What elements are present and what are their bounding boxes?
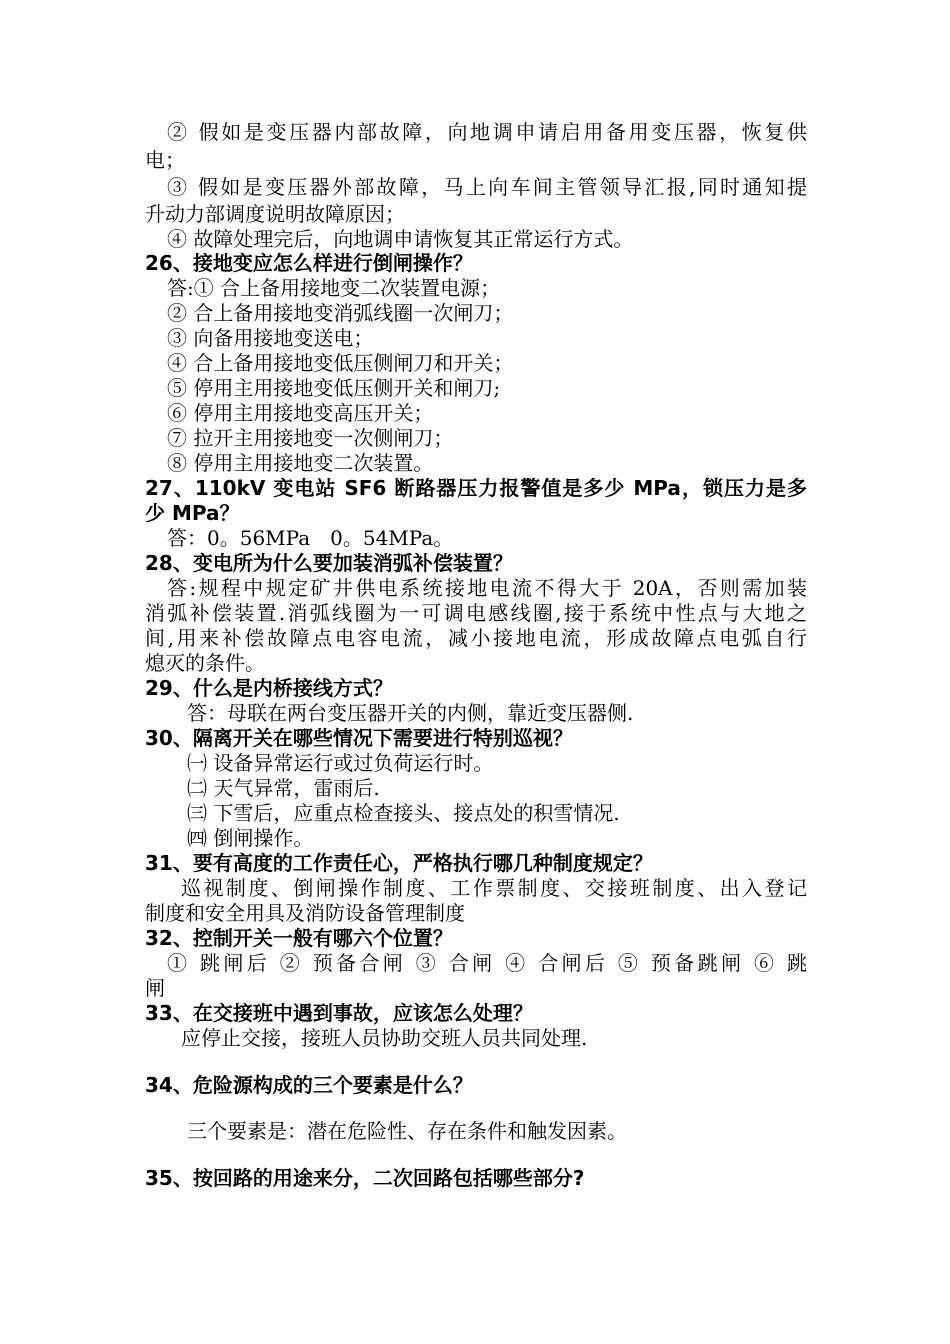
answer-line: ⑥ 停用主用接地变高压开关；	[167, 401, 434, 425]
answer-line: 答：0。56MPa 0。54MPa。	[167, 526, 454, 550]
question-heading: 32、控制开关一般有哪六个位置？	[145, 926, 453, 950]
answer-line: 答:① 合上备用接地变二次装置电源；	[167, 276, 501, 300]
list-item: ㈢ 下雪后，应重点检查接头、接点处的积雪情况.	[187, 801, 620, 825]
question-heading: 26、接地变应怎么样进行倒闸操作？	[145, 251, 473, 275]
question-heading: 34、危险源构成的三个要素是什么？	[145, 1073, 473, 1097]
answer-line: ④ 合上备用接地变低压侧闸刀和开关；	[167, 351, 514, 375]
list-item: ㈡ 天气异常，雷雨后.	[187, 776, 380, 800]
answer-line: 间,用来补偿故障点电容电流，减小接地电流，形成故障点电弧自行	[145, 626, 807, 650]
answer-line: 应停止交接，接班人员协助交班人员共同处理.	[181, 1026, 588, 1050]
question-heading: 28、变电所为什么要加装消弧补偿装置？	[145, 551, 513, 575]
answer-line: 答:规程中规定矿井供电系统接地电流不得大于 20A，否则需加装	[167, 576, 807, 600]
answer-line: ④ 故障处理完后，向地调申请恢复其正常运行方式。	[167, 227, 634, 251]
answer-line: 制度和安全用具及消防设备管理制度	[145, 901, 465, 925]
answer-line: 巡视制度、倒闸操作制度、工作票制度、交接班制度、出入登记	[181, 876, 807, 900]
question-heading: 少 MPa？	[145, 501, 240, 525]
question-heading: 27、110kV 变电站 SF6 断路器压力报警值是多少 MPa，锁压力是多	[145, 476, 807, 500]
answer-line: 消弧补偿装置.消弧线圈为一可调电感线圈,接于系统中性点与大地之	[145, 601, 807, 625]
list-item: ㈣ 倒闸操作。	[187, 826, 314, 850]
question-heading: 30、隔离开关在哪些情况下需要进行特别巡视？	[145, 726, 573, 750]
answer-line: 答：母联在两台变压器开关的内侧，靠近变压器侧.	[187, 701, 634, 725]
answer-line: 闸	[145, 976, 165, 1000]
answer-line: ⑤ 停用主用接地变低压侧开关和闸刀;	[167, 376, 501, 400]
answer-line: ③ 假如是变压器外部故障，马上向车间主管领导汇报,同时通知提	[167, 175, 807, 199]
answer-line: ⑧ 停用主用接地变二次装置。	[167, 451, 434, 475]
question-heading: 29、什么是内桥接线方式？	[145, 676, 393, 700]
answer-line: ① 跳闸后 ② 预备合闸 ③ 合闸 ④ 合闸后 ⑤ 预备跳闸 ⑥ 跳	[167, 951, 807, 975]
question-heading: 35、按回路的用途来分，二次回路包括哪些部分?	[145, 1166, 585, 1190]
question-heading: 31、要有高度的工作责任心，严格执行哪几种制度规定？	[145, 851, 653, 875]
answer-line: ⑦ 拉开主用接地变一次侧闸刀；	[167, 426, 454, 450]
answer-line: ③ 向备用接地变送电；	[167, 326, 374, 350]
answer-line: 熄灭的条件。	[145, 651, 265, 675]
answer-line: 电；	[145, 148, 185, 172]
answer-line: ② 假如是变压器内部故障，向地调申请启用备用变压器，恢复供	[167, 120, 807, 144]
answer-line: ② 合上备用接地变消弧线圈一次闸刀；	[167, 301, 514, 325]
answer-line: 三个要素是：潜在危险性、存在条件和触发因素。	[187, 1119, 627, 1143]
question-heading: 33、在交接班中遇到事故，应该怎么处理？	[145, 1001, 533, 1025]
answer-line: 升动力部调度说明故障原因；	[145, 202, 405, 226]
list-item: ㈠ 设备异常运行或过负荷运行时。	[187, 751, 494, 775]
